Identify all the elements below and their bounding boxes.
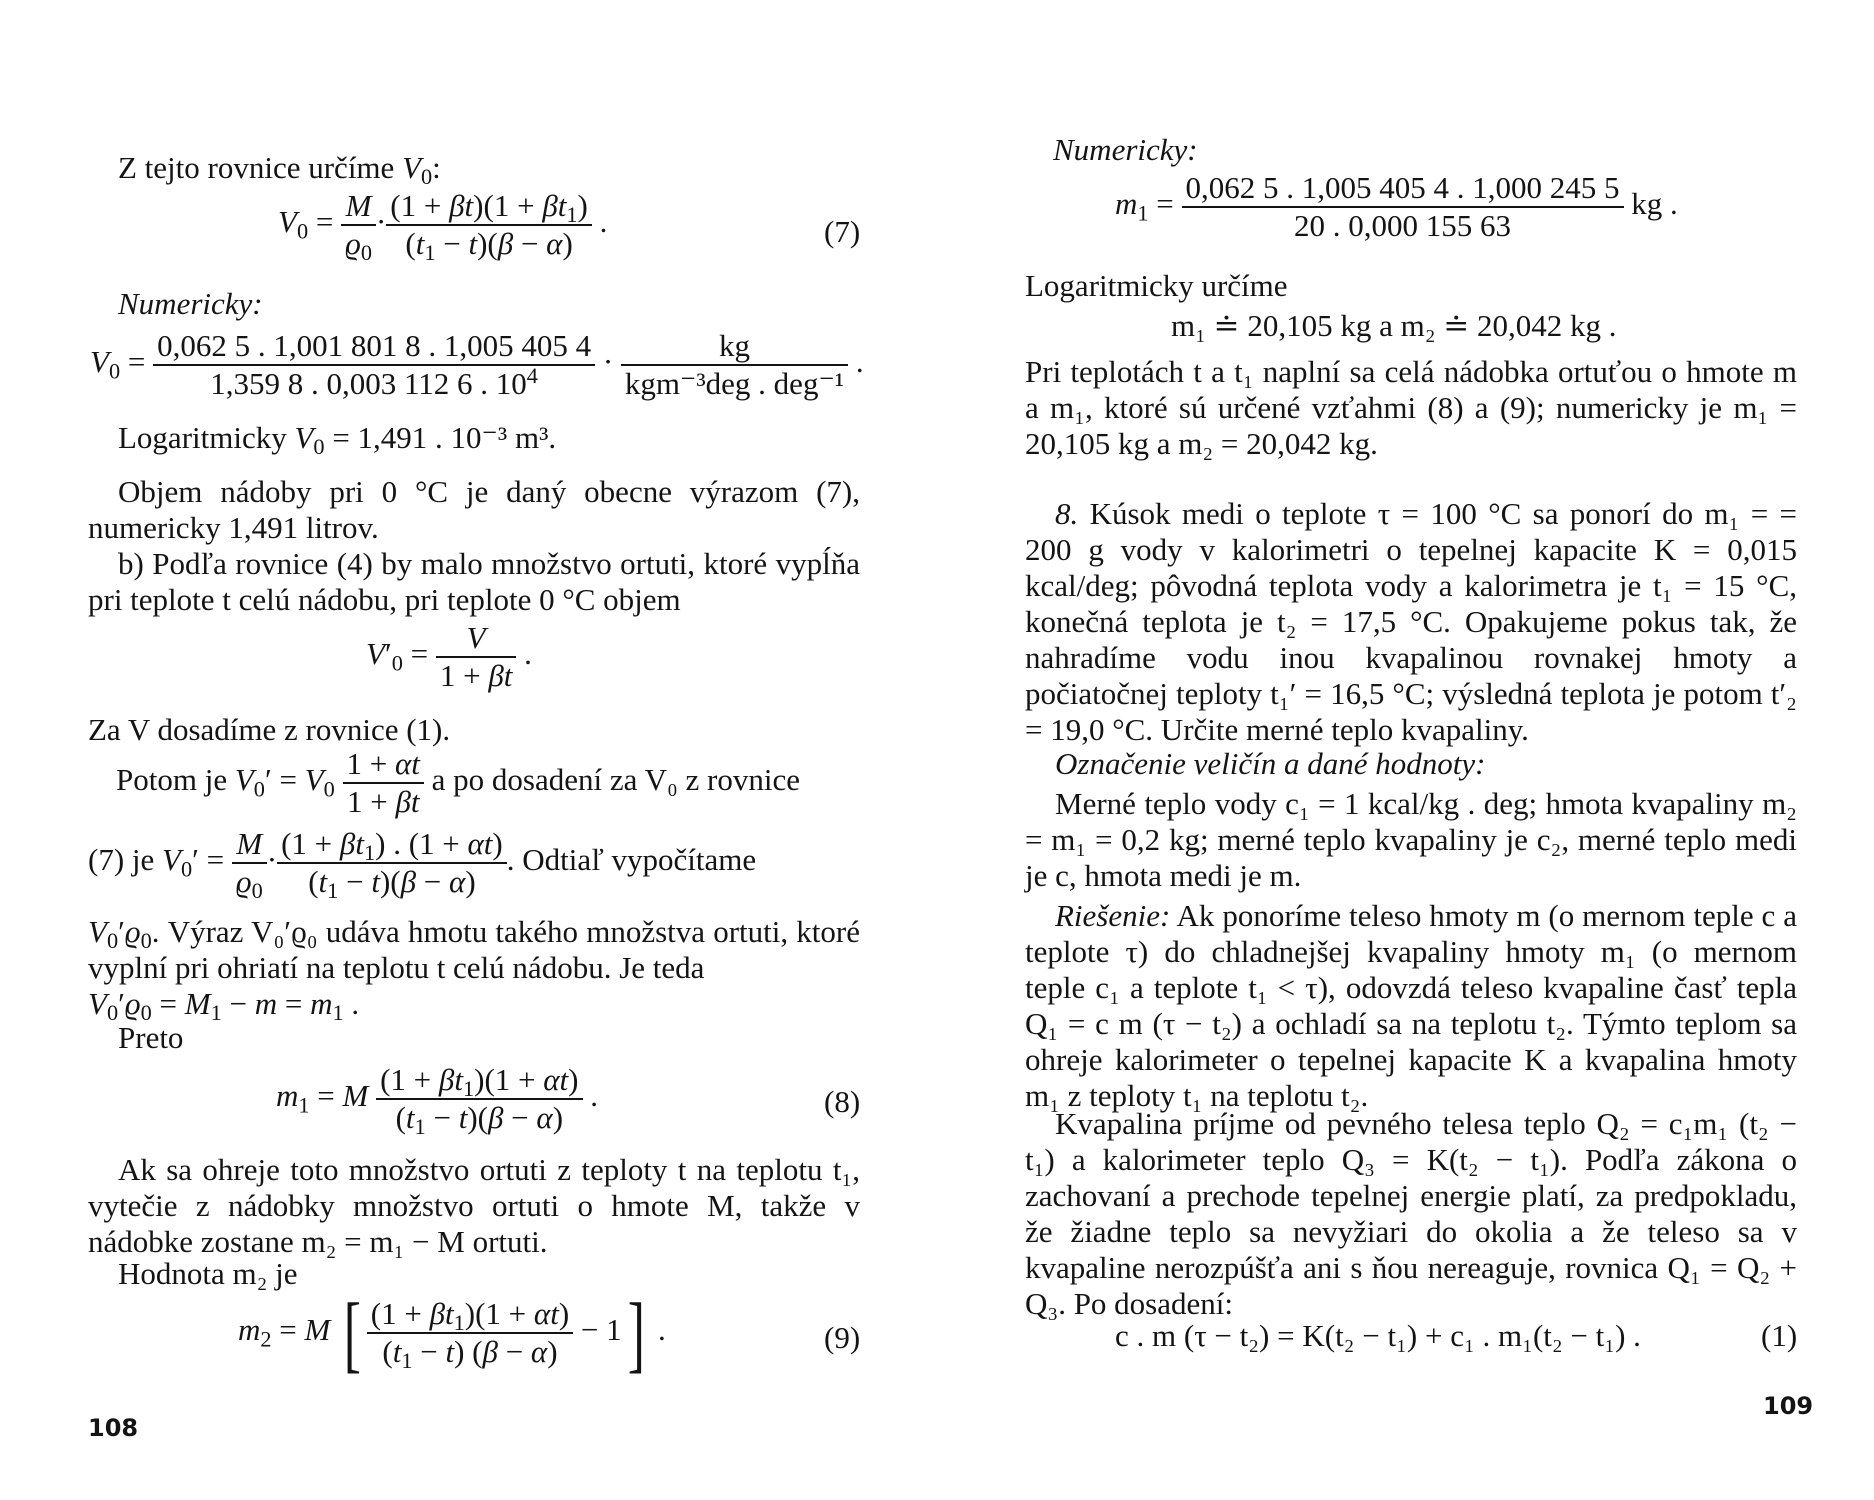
equation-8: $m_1 = M$ $\frac{(1 + \beta t_1)(1 + \alpha t)}{(t_1 - t)(\beta - \alpha)}$ .: [276, 1062, 598, 1140]
v0-unit-denominator: kgm⁻³deg . deg⁻¹: [624, 366, 845, 401]
v0-numerator: 0,062 5 . 1,001 801 8 . 1,005 405 4: [153, 328, 595, 366]
pri-paragraph: Pri teplotách t a t₁ naplní sa celá nádobka ortuťou o hmote m a m₁, ktoré sú určené vzťahmi (8) a (9); numericky je m₁ = 20,105 kg a m₂ = 20,042 kg.: [1025, 354, 1797, 461]
page-number-left: 108: [88, 1414, 139, 1442]
page-number-right: 109: [1763, 1392, 1814, 1420]
log-v0-line: Logaritmicky $V_0 = 1,491$ . 10⁻³ m³.: [118, 420, 557, 460]
preto-label: Preto: [118, 1020, 184, 1055]
intro-text: Z tejto rovnice určíme: [118, 150, 395, 185]
numericky-label-right: Numericky:: [1053, 132, 1198, 167]
equation-8-number: (8): [824, 1084, 861, 1119]
vyraz-paragraph: $V_0'ϱ_0$. Výraz V₀′ϱ₀ udáva hmotu takého množstva ortuti, ktoré vyplní pri ohriatí na teplotu t celú nádobu. Je teda: [88, 914, 861, 985]
v0-numeric-equation: $V_0$ = $\frac{0,062 5 . 1,001 801 8 . 1,005 405 4}{1,359 8 . 0,003 112 6 . 10^4}$ · $\frac{kg}{\text{kgm⁻³deg . deg⁻¹}}$ .: [90, 328, 864, 401]
m1-unit: kg .: [1631, 186, 1678, 222]
merne-paragraph: Merné teplo vody c₁ = 1 kcal/kg . deg; hmota kvapaliny m₂ = m₁ = 0,2 kg; merné teplo kvapaliny je c₂, merné teplo medi je c, hmota medi je m.: [1025, 786, 1797, 893]
equation-9: $m_2 = M$ [ $\frac{(1 + \beta t_1)(1 + \alpha t)}{(t_1 - t) (\beta - \alpha)}$ − 1] .: [238, 1285, 666, 1381]
problem-8-paragraph: [1025, 496, 1797, 748]
kvapalina-paragraph: Kvapalina príjme od pevného telesa teplo Q₂ = c₁m₁ (t₂ − t₁) a kalorimeter teplo Q₃ = K(t₂ − t₁). Podľa zákona o zachovaní a prechode tepelnej energie platí, za predpokladu, že žiadne teplo sa nevyžiari do okolia a že teleso sa v kvapaline nerozpúšťa ani s ňou nereaguje, rovnica Q₁ = Q₂ + Q₃. Po dosadení:: [1025, 1106, 1797, 1321]
riesenie-label: Riešenie:: [1055, 898, 1171, 933]
oznacenie-label: Označenie veličín a dané hodnoty:: [1055, 746, 1486, 781]
log-value: = 1,491 . 10⁻³ m³.: [332, 420, 557, 455]
intro-line: Z tejto rovnice určíme $V_0$:: [118, 150, 441, 190]
seven-suffix: Odtiaľ vypočítame: [522, 842, 757, 878]
equation-7: $V_0$ = $\frac{M}{ϱ_0}$ · $\frac{(1 + \beta t)(1 + \beta t_1)}{(t_1 - t)(\beta - \alpha)}$ .: [278, 188, 608, 266]
m1-numeric-equation: $m_1$ = $\frac{0,062 5 . 1,005 405 4 . 1,000 245 5}{20 . 0,000 155 63}$ kg .: [1115, 170, 1678, 243]
riesenie-paragraph: [1025, 898, 1797, 1114]
problem-text: Kúsok medi o teplote τ = 100 °C sa ponorí do m₁ = = 200 g vody v kalorimetri o tepelnej kapacite K = 0,015 kcal/deg; pôvodná teplota vody a kalorimetra je t₁ = 15 °C, konečná teplota je t₂ = 17,5 °C. Opakujeme pokus tak, že nahradíme vodu inou kvapalinou rovnakej hmoty a počiatočnej teploty t₁′ = 16,5 °C; výsledná teplota je potom t′₂ = 19,0 °C. Určite merné teplo kvapaliny.: [1025, 496, 1798, 747]
numericky-label-left: Numericky:: [118, 286, 263, 321]
log-text-right: Logaritmicky určíme: [1025, 268, 1288, 303]
za-v-line: Za V dosadíme z rovnice (1).: [88, 712, 451, 747]
objem-paragraph: Objem nádoby pri 0 °C je daný obecne výrazom (7), numericky 1,491 litrov.: [88, 474, 860, 545]
m1-denominator: 20 . 0,000 155 63: [1294, 208, 1512, 243]
potom-prefix: Potom je: [116, 762, 228, 798]
potom-suffix: a po dosadení za V₀ z rovnice: [431, 762, 800, 798]
right-page: [937, 0, 1874, 1500]
v0-unit-numerator: kg: [621, 328, 848, 366]
seven-prefix: (7) je: [88, 842, 155, 878]
vyraz-text: Výraz V₀′ϱ₀ udáva hmotu takého množstva ortuti, ktoré vyplní pri ohriatí na teplotu t celú nádobu. Je teda: [88, 914, 861, 985]
v0-prime-equation: $V'_0$ = $\frac{V}{1 + \beta t}$ .: [366, 620, 532, 693]
v0-denominator: 1,359 8 . 0,003 112 6 . 10: [210, 366, 527, 401]
riesenie-text: Ak ponoríme teleso hmoty m (o mernom teple c a teplote τ) do chladnejšej kvapaliny hmoty m₁ (o mernom teple c₁ a teplote t₁ < τ), odovzdá teleso kvapaline časť tepla Q₁ = c m (τ − t₂) a ochladí sa na teplotu t₂. Týmto teplom sa ohreje kalorimeter o tepelnej kapacite K a kvapalina hmoty m₁ z teploty t₁ na teplotu t₂.: [1025, 898, 1797, 1113]
potom-line: Potom je $V_0' = V_0$ $\frac{1 + \alpha t}{1 + \beta t}$ a po dosadení za V₀ z rovnice: [116, 746, 800, 819]
hodnota-line: Hodnota m₂ je: [118, 1256, 298, 1291]
equation-1: c . m (τ − t₂) = K(t₂ − t₁) + c₁ . m₁(t₂ − t₁) .: [1115, 1318, 1641, 1353]
equation-1-number: (1): [1761, 1318, 1798, 1353]
seven-line: (7) je $V_0'$ = $\frac{M}{ϱ_0}$ · $\frac{(1 + \beta t_1) . (1 + \alpha t)}{(t_1 - t)(\beta - \alpha)}$ . Odtiaľ vypočítame: [88, 826, 757, 904]
part-b-paragraph: b) Podľa rovnice (4) by malo množstvo ortuti, ktoré vypĺňa pri teplote t celú nádobu, pri teplote 0 °C objem: [88, 546, 860, 617]
equation-7-number: (7): [824, 214, 861, 249]
log-label: Logaritmicky: [118, 420, 287, 455]
ak-paragraph: Ak sa ohreje toto množstvo ortuti z teploty t na teplotu t₁, vytečie z nádobky množstvo ortuti o hmote M, takže v nádobke zostane m₂ = m₁ − M ortuti.: [88, 1152, 860, 1259]
m1-numerator: 0,062 5 . 1,005 405 4 . 1,000 245 5: [1182, 170, 1624, 208]
m1-relation: $V_0'ϱ_0 = M_1 - m = m_1$ .: [88, 986, 360, 1026]
log-values-right: m₁ ≐ 20,105 kg a m₂ ≐ 20,042 kg .: [1171, 308, 1617, 343]
problem-number: 8.: [1055, 496, 1079, 531]
equation-9-number: (9): [824, 1320, 861, 1355]
